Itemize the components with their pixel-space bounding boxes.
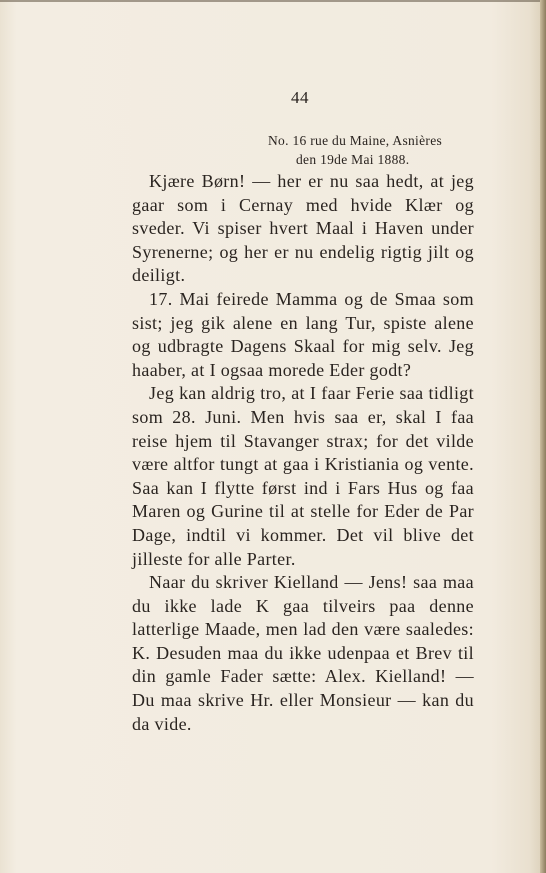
letter-address: No. 16 rue du Maine, Asnières [268,133,443,148]
paragraph-4: Naar du skriver Kielland — Jens! saa maa du ikke lade K gaa tilveirs paa denne latterlige Maade, men lad den være saaledes: K. Desuden maa du ikke udenpaa et Brev til din gamle Fader sætte: Alex. Kielland! — Du maa skrive Hr. eller Monsieur — kan du da vide. [132,572,474,734]
page-edge [540,0,546,873]
paragraph-1: Kjære Børn! — her er nu saa hedt, at jeg gaar som i Cernay med hvide Klær og sveder. Vi spiser hvert Maal i Haven under Syrenerne; og her er nu endelig rigtig jilt og deiligt. [132,171,474,286]
letter-date: den 19de Mai 1888. [296,152,410,167]
letter-heading [268,131,442,169]
page-number: 44 [291,88,309,107]
letter-body [132,170,474,736]
paragraph-2: 17. Mai feirede Mamma og de Smaa som sist; jeg gik alene en lang Tur, spiste alene og udbragte Dagens Skaal for mig selv. Jeg haaber, at I ogsaa morede Eder godt? [132,288,474,380]
paragraph-3: Jeg kan aldrig tro, at I faar Ferie saa tidligt som 28. Juni. Men hvis saa er, skal I faa reise hjem til Stavanger strax; for det vilde være altfor tungt at gaa i Kristiania og vente. Saa kan I flytte først ind i Fars Hus og faa Maren og Gurine til at stelle for Eder de Par Dage, indtil vi kommer. Det vil blive det jilleste for alle Parter. [132,383,474,569]
top-edge-rule [0,0,546,2]
